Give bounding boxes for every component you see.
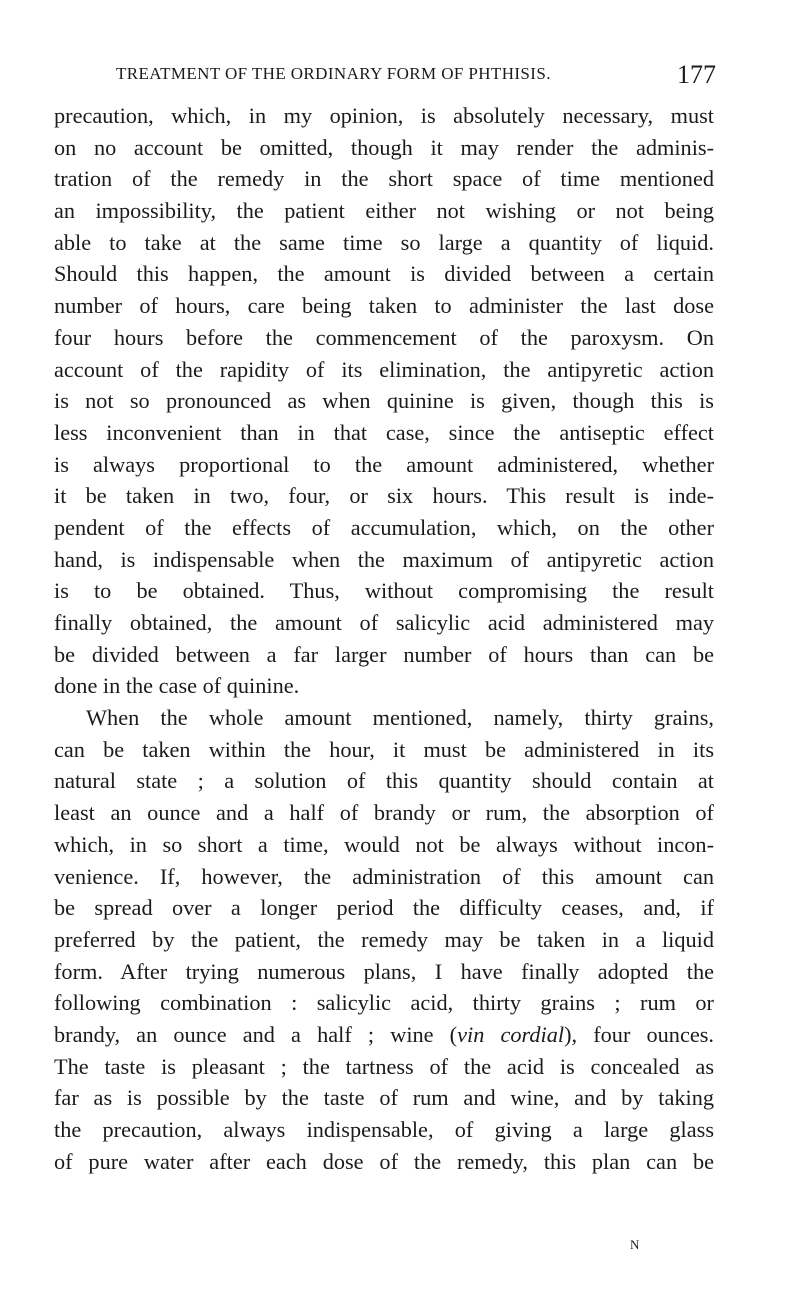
text-line: be divided between a far larger number of hours than can be bbox=[54, 641, 714, 667]
text-line: an impossibility, the patient either not wishing or not being bbox=[54, 198, 714, 224]
text-line: The taste is pleasant ; the tartness of the acid is concealed as bbox=[54, 1053, 714, 1079]
text-line: number of hours, care being taken to administer the last dose bbox=[54, 293, 714, 319]
text-line: hand, is indispensable when the maximum of antipyretic action bbox=[54, 546, 714, 572]
text-line: able to take at the same time so large a quantity of liquid. bbox=[54, 229, 714, 255]
paragraph-end-line: done in the case of quinine. bbox=[54, 673, 300, 699]
text-line: on no account be omitted, though it may render the adminis- bbox=[54, 134, 714, 160]
text-line: which, in so short a time, would not be always without incon- bbox=[54, 831, 714, 857]
text-line: less inconvenient than in that case, since the antiseptic effect bbox=[54, 419, 714, 445]
text-line: pendent of the effects of accumulation, which, on the other bbox=[54, 514, 714, 540]
text-line: account of the rapidity of its elimination, the antipyretic action bbox=[54, 356, 714, 382]
text-line: be spread over a longer period the difficulty ceases, and, if bbox=[54, 895, 714, 921]
paragraph-start-line: When the whole amount mentioned, namely, thirty grains, bbox=[86, 705, 714, 731]
text-line: is always proportional to the amount administered, whether bbox=[54, 451, 714, 477]
signature-mark: N bbox=[630, 1237, 640, 1252]
text-line: Should this happen, the amount is divided between a certain bbox=[54, 261, 714, 287]
text-line: following combination : salicylic acid, thirty grains ; rum or bbox=[54, 990, 714, 1016]
text-line: it be taken in two, four, or six hours. This result is inde- bbox=[54, 483, 714, 509]
text-line: least an ounce and a half of brandy or rum, the absorption of bbox=[54, 800, 714, 826]
text-line: natural state ; a solution of this quantity should contain at bbox=[54, 768, 714, 794]
text-line: tration of the remedy in the short space of time mentioned bbox=[54, 166, 714, 192]
text-line-with-italic bbox=[54, 1019, 714, 1051]
text-segment: ), four ounces. bbox=[564, 1021, 714, 1047]
text-line: four hours before the commencement of the paroxysm. On bbox=[54, 324, 714, 350]
page-number: 177 bbox=[677, 60, 716, 89]
text-segment: brandy, an ounce and a half ; wine ( bbox=[54, 1021, 458, 1047]
text-line: venience. If, however, the administration of this amount can bbox=[54, 863, 714, 889]
text-line: of pure water after each dose of the remedy, this plan can be bbox=[54, 1148, 714, 1174]
text-line: finally obtained, the amount of salicylic acid administered may bbox=[54, 610, 714, 635]
text-line: form. After trying numerous plans, I have finally adopted the bbox=[54, 958, 714, 984]
text-line: is not so pronounced as when quinine is given, though this is bbox=[54, 388, 714, 414]
text-line: can be taken within the hour, it must be administered in its bbox=[54, 736, 714, 762]
text-line: precaution, which, in my opinion, is absolutely necessary, must bbox=[54, 103, 714, 128]
running-title: TREATMENT OF THE ORDINARY FORM OF PHTHISIS. bbox=[116, 64, 551, 83]
text-line: the precaution, always indispensable, of giving a large glass bbox=[54, 1117, 714, 1142]
body-text bbox=[54, 100, 714, 1177]
text-line: far as is possible by the taste of rum and wine, and by taking bbox=[54, 1085, 714, 1111]
text-line: preferred by the patient, the remedy may be taken in a liquid bbox=[54, 926, 714, 952]
running-head bbox=[116, 60, 716, 94]
italic-term: vin cordial bbox=[457, 1021, 565, 1047]
text-line: is to be obtained. Thus, without compromising the result bbox=[54, 578, 714, 604]
